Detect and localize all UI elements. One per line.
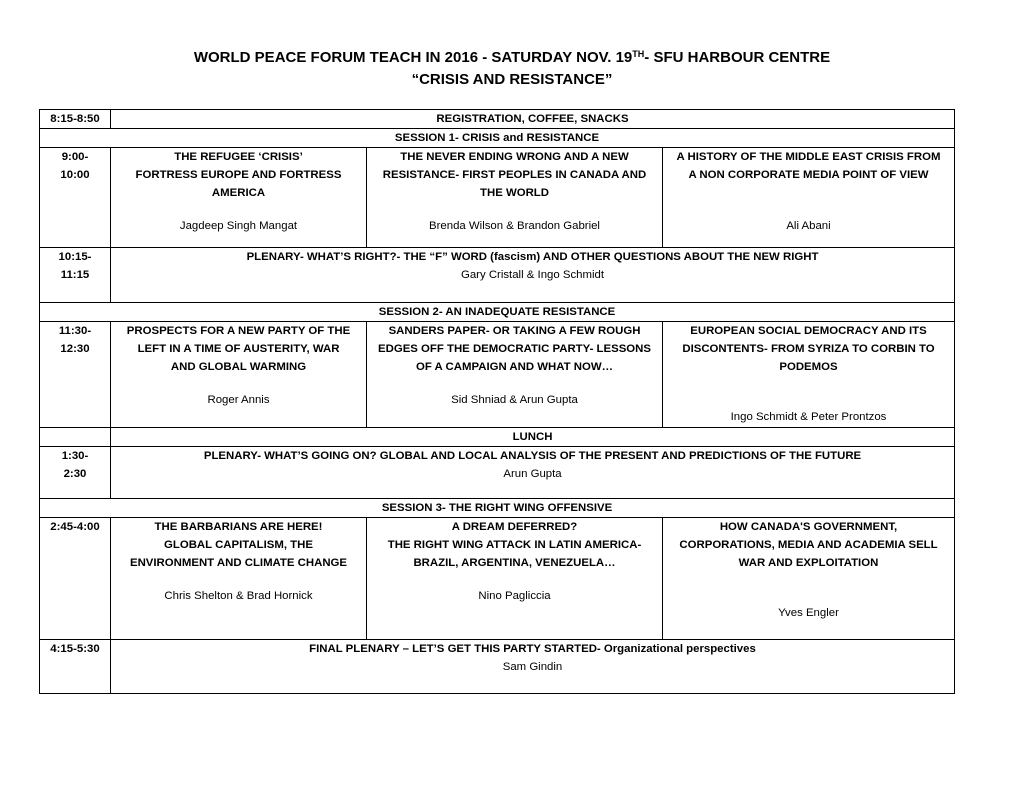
speaker-name: Sid Shniad & Arun Gupta bbox=[451, 394, 578, 406]
talk-cell: THE NEVER ENDING WRONG AND A NEW RESISTANCE- FIRST PEOPLES IN CANADA AND THE WORLD Brenda Wilson & Brandon Gabriel bbox=[367, 148, 663, 248]
talk-cell: HOW CANADA'S GOVERNMENT, CORPORATIONS, MEDIA AND ACADEMIA SELL WAR AND EXPLOITATION Yves Engler bbox=[663, 518, 955, 640]
time-cell: 1:30- 2:30 bbox=[40, 447, 111, 499]
time-cell: 8:15-8:50 bbox=[40, 110, 111, 129]
plenary-cell: PLENARY- WHAT’S RIGHT?- THE “F” WORD (fascism) AND OTHER QUESTIONS ABOUT THE NEW RIGHT Gary Cristall & Ingo Schmidt bbox=[111, 248, 955, 303]
table-row bbox=[40, 447, 955, 499]
speaker-name: Brenda Wilson & Brandon Gabriel bbox=[429, 220, 600, 232]
schedule-table bbox=[39, 109, 955, 694]
table-row bbox=[40, 248, 955, 303]
speaker-name: Sam Gindin bbox=[502, 661, 563, 673]
talk-cell: PROSPECTS FOR A NEW PARTY OF THE LEFT IN A TIME OF AUSTERITY, WAR AND GLOBAL WARMING Roger Annis bbox=[111, 322, 367, 428]
speaker-name: Yves Engler bbox=[778, 607, 839, 619]
table-row bbox=[40, 499, 955, 518]
table-row bbox=[40, 322, 955, 428]
table-row bbox=[40, 303, 955, 322]
page-title-line1: WORLD PEACE FORUM TEACH IN 2016 - SATURDAY NOV. 19TH- SFU HARBOUR CENTRE bbox=[193, 49, 831, 66]
talk-cell: THE REFUGEE ‘CRISIS’ FORTRESS EUROPE AND FORTRESS AMERICA Jagdeep Singh Mangat bbox=[111, 148, 367, 248]
talk-cell: SANDERS PAPER- OR TAKING A FEW ROUGH EDGES OFF THE DEMOCRATIC PARTY- LESSONS OF A CAMPAIGN AND WHAT NOW… Sid Shniad & Arun Gupta bbox=[367, 322, 663, 428]
talk-cell: THE BARBARIANS ARE HERE! GLOBAL CAPITALISM, THE ENVIRONMENT AND CLIMATE CHANGE Chris Shelton & Brad Hornick bbox=[111, 518, 367, 640]
speaker-name: Roger Annis bbox=[207, 394, 270, 406]
plenary-cell: PLENARY- WHAT’S GOING ON? GLOBAL AND LOCAL ANALYSIS OF THE PRESENT AND PREDICTIONS OF THE FUTURE Arun Gupta bbox=[111, 447, 955, 499]
session-heading: SESSION 2- AN INADEQUATE RESISTANCE bbox=[40, 303, 955, 322]
table-row bbox=[40, 148, 955, 248]
table-row bbox=[40, 518, 955, 640]
table-row bbox=[40, 129, 955, 148]
speaker-name: Arun Gupta bbox=[503, 468, 562, 480]
session-heading: SESSION 3- THE RIGHT WING OFFENSIVE bbox=[40, 499, 955, 518]
speaker-name: Ali Abani bbox=[786, 220, 831, 232]
table-row bbox=[40, 640, 955, 694]
time-cell: 10:15- 11:15 bbox=[40, 248, 111, 303]
table-row bbox=[40, 428, 955, 447]
time-cell: 2:45-4:00 bbox=[40, 518, 111, 640]
speaker-name: Chris Shelton & Brad Hornick bbox=[164, 590, 313, 602]
page-title-line2: “CRISIS AND RESISTANCE” bbox=[411, 71, 613, 88]
talk-cell: A HISTORY OF THE MIDDLE EAST CRISIS FROM A NON CORPORATE MEDIA POINT OF VIEW Ali Abani bbox=[663, 148, 955, 248]
registration-cell: REGISTRATION, COFFEE, SNACKS bbox=[111, 110, 955, 129]
lunch-cell: LUNCH bbox=[111, 428, 955, 447]
table-row bbox=[40, 110, 955, 129]
time-cell: 4:15-5:30 bbox=[40, 640, 111, 694]
speaker-name: Ingo Schmidt & Peter Prontzos bbox=[730, 411, 887, 423]
plenary-cell: FINAL PLENARY – LET’S GET THIS PARTY STARTED- Organizational perspectives Sam Gindin bbox=[111, 640, 955, 694]
time-cell bbox=[40, 428, 111, 447]
speaker-name: Nino Pagliccia bbox=[478, 590, 551, 602]
time-cell: 11:30- 12:30 bbox=[40, 322, 111, 428]
talk-cell: EUROPEAN SOCIAL DEMOCRACY AND ITS DISCONTENTS- FROM SYRIZA TO CORBIN TO PODEMOS Ingo Schmidt & Peter Prontzos bbox=[663, 322, 955, 428]
time-cell: 9:00- 10:00 bbox=[40, 148, 111, 248]
speaker-name: Jagdeep Singh Mangat bbox=[179, 220, 298, 232]
speaker-name: Gary Cristall & Ingo Schmidt bbox=[460, 269, 605, 281]
session-heading: SESSION 1- CRISIS and RESISTANCE bbox=[40, 129, 955, 148]
talk-cell: A DREAM DEFERRED? THE RIGHT WING ATTACK IN LATIN AMERICA- BRAZIL, ARGENTINA, VENEZUELA… Nino Pagliccia bbox=[367, 518, 663, 640]
